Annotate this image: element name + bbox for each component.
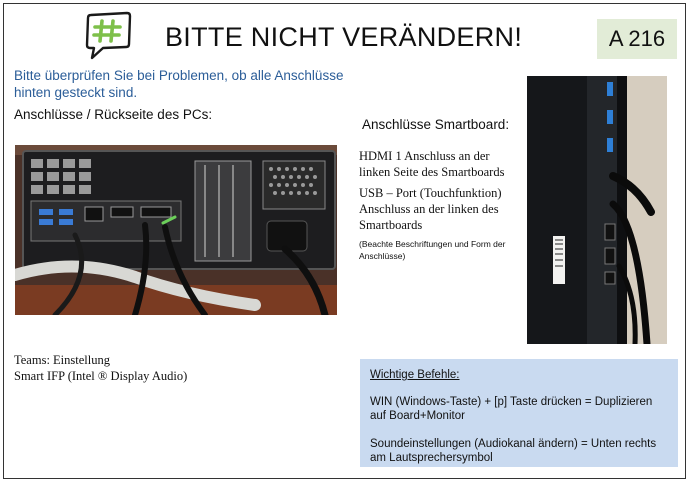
smartboard-instructions — [359, 148, 509, 262]
speech-bubble-hash-icon — [83, 10, 133, 60]
pc-rear-photo — [15, 145, 337, 315]
commands-heading: Wichtige Befehle: — [370, 369, 460, 381]
notice-text: Bitte überprüfen Sie bei Problemen, ob alle Anschlüsse hinten gesteckt sind. — [14, 68, 344, 100]
page-title: BITTE NICHT VERÄNDERN! — [165, 22, 523, 52]
room-badge: A 216 — [597, 19, 677, 59]
hdmi-instruction: HDMI 1 Anschluss an der linken Seite des Smartboards — [359, 149, 505, 179]
smartboard-ports-label: Anschlüsse Smartboard: — [362, 117, 510, 132]
teams-setting-line1: Teams: Einstellung — [14, 353, 110, 367]
command-duplicate: WIN (Windows-Taste) + [p] Taste drücken = Duplizieren auf Board+Monitor — [370, 396, 653, 422]
teams-setting-line2: Smart IFP (Intel ® Display Audio) — [14, 369, 188, 383]
important-commands-box — [360, 359, 678, 467]
ports-hint: (Beachte Beschriftungen und Form der Anschlüsse) — [359, 239, 506, 261]
teams-setting — [14, 352, 187, 384]
command-sound: Soundeinstellungen (Audiokanal ändern) = Unten rechts am Lautsprechersymbol — [370, 438, 657, 464]
usb-instruction: USB – Port (Touchfunktion) Anschluss an der linken des Smartboards — [359, 186, 502, 232]
smartboard-side-photo — [527, 76, 667, 344]
pc-ports-label: Anschlüsse / Rückseite des PCs: — [14, 107, 213, 122]
